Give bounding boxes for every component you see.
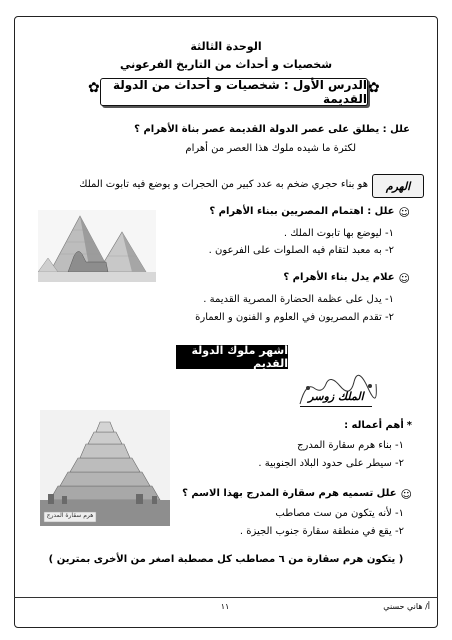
answer-4-2: ٢- يقع في منطقة سقارة جنوب الجيزة .	[239, 526, 404, 537]
star-icon: *	[406, 420, 412, 431]
answer-1: لكثرة ما شيده ملوك هذا العصر من أهرام	[185, 143, 356, 154]
footer-divider	[14, 597, 438, 598]
question-1: علل : يطلق على عصر الدولة القديمة عصر بناة الأهرام ؟	[134, 124, 410, 135]
answer-2-1: ١- ليوضع بها تابوت الملك .	[283, 228, 394, 239]
smiley-icon: ☺	[400, 488, 412, 501]
work-item-1: ١- بناء هرم سقارة المدرج	[297, 440, 404, 451]
question-2-row	[150, 206, 410, 219]
pyramids-sphinx-image	[38, 210, 156, 282]
ornament-right-icon: ✿	[368, 80, 380, 96]
definition-text: هو بناء حجري ضخم به عدد كبير من الحجرات و يوضع فيه تابوت الملك	[79, 179, 368, 190]
work-item-2: ٢- سيطر على حدود البلاد الجنوبية .	[258, 458, 404, 469]
definition-term: الهرم	[385, 179, 411, 193]
kings-banner-text: أشهر ملوك الدولة القديم	[191, 344, 288, 370]
answer-3-1: ١- يدل على عظمة الحضارة المصرية القديمة .	[203, 294, 394, 305]
question-3-row	[210, 272, 410, 285]
kings-banner	[176, 345, 288, 369]
smiley-icon: ☺	[398, 206, 410, 219]
works-title-row	[292, 420, 412, 431]
author-name: أ/ هاني حسني	[383, 602, 430, 611]
lesson-title-banner	[100, 78, 368, 106]
unit-title: الوحدة الثالثة	[190, 40, 262, 53]
step-pyramid-image	[40, 410, 170, 526]
question-3: علام يدل بناء الأهرام ؟	[283, 272, 395, 283]
king-name: الملك زوسر	[308, 389, 364, 403]
answer-2-2: ٢- به معبد لتقام فيه الصلوات على الفرعون .	[208, 245, 394, 256]
answer-3-2: ٢- تقدم المصريون في العلوم و الفنون و العمارة	[195, 312, 394, 323]
ornament-left-icon: ✿	[88, 80, 100, 96]
image-caption: هرم سقارة المدرج	[46, 512, 94, 519]
unit-subtitle: شخصيات و أحداث من التاريخ الفرعوني	[119, 58, 333, 71]
answer-4-1: ١- لأنه يتكون من ست مصاطب	[275, 508, 404, 519]
page-number: ١١	[220, 602, 230, 611]
works-title: أهم أعماله :	[344, 420, 404, 431]
lesson-title: الدرس الأول : شخصيات و أحداث من الدولة القديمة	[112, 78, 367, 106]
question-2: علل : اهتمام المصريين ببناء الأهرام ؟	[209, 206, 395, 217]
question-4: علل تسميه هرم سقارة المدرج بهذا الاسم ؟	[182, 488, 397, 499]
king-name-box	[300, 386, 372, 407]
saqqara-note: ( يتكون هرم سقارة من ٦ مصاطب كل مصطبة اصغر من الأخرى بمترين )	[48, 554, 404, 565]
definition-term-box	[372, 174, 424, 198]
smiley-icon: ☺	[398, 272, 410, 285]
question-4-row	[182, 488, 412, 501]
